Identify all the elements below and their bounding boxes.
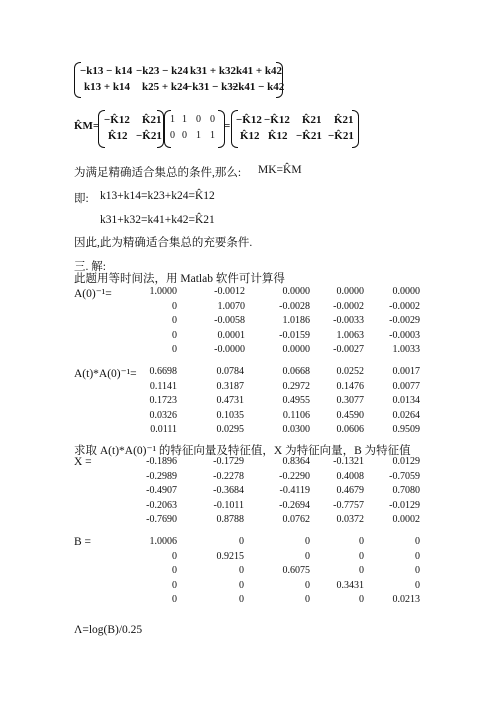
ata0-cell-r4-c3: 0.1106 bbox=[282, 409, 310, 421]
a0-label: A(0)⁻¹= bbox=[74, 288, 112, 300]
a0-cell-r2-c5: -0.0002 bbox=[389, 300, 420, 312]
b-cell-r2-c3: 0 bbox=[305, 550, 310, 562]
m1-r2-c3: −k31 − k32 bbox=[186, 81, 239, 93]
x-cell-r4-c5: -0.0129 bbox=[389, 499, 420, 511]
b-cell-r5-c2: 0 bbox=[239, 594, 244, 605]
x-cell-r2-c2: -0.2278 bbox=[213, 470, 244, 482]
eq2-m2-c14: 0 bbox=[210, 114, 215, 125]
b-cell-r2-c2: 0.9215 bbox=[216, 550, 244, 562]
m1-r1-c3: k31 + k32 bbox=[190, 65, 237, 77]
eq2-m2-c11: 1 bbox=[170, 114, 175, 125]
eq2-m3-c11: −K̂12 bbox=[236, 114, 262, 126]
ata0-cell-r3-c2: 0.4731 bbox=[216, 395, 244, 406]
eq2-m1-c12: K̂21 bbox=[142, 114, 162, 126]
a0-cell-r4-c4: 1.0063 bbox=[336, 329, 364, 341]
m1-r2-c4: −k41 − k42 bbox=[232, 81, 285, 93]
a0-cell-r4-c5: -0.0003 bbox=[389, 329, 420, 341]
b-cell-r5-c5: 0.0213 bbox=[392, 594, 420, 605]
eq2-m2-c24: 1 bbox=[210, 130, 215, 141]
x-cell-r5-c1: -0.7690 bbox=[146, 514, 177, 525]
equation-a: k13+k14=k23+k24=K̂12 bbox=[100, 190, 215, 202]
section-heading: 三. 解: bbox=[74, 261, 106, 273]
ata0-cell-r5-c5: 0.9509 bbox=[392, 424, 420, 435]
b-cell-r3-c4: 0 bbox=[359, 565, 364, 576]
condition-equation: MK=K̂M bbox=[258, 164, 302, 176]
a0-cell-r3-c3: 1.0186 bbox=[282, 315, 310, 326]
eq2-m2-c22: 0 bbox=[182, 130, 187, 141]
ata0-cell-r1-c2: 0.0784 bbox=[216, 366, 244, 377]
b-cell-r2-c5: 0 bbox=[415, 550, 420, 562]
a0-cell-r5-c5: 1.0033 bbox=[392, 344, 420, 355]
eq2-m3-c22: K̂12 bbox=[268, 130, 288, 142]
eq2-m3-c23: −K̂21 bbox=[296, 130, 322, 142]
x-cell-r4-c4: -0.7757 bbox=[333, 499, 364, 511]
b-cell-r1-c2: 0 bbox=[239, 536, 244, 547]
b-cell-r2-c4: 0 bbox=[359, 550, 364, 562]
eq2-m3-c13: K̂21 bbox=[302, 114, 322, 126]
eq2-m3-c21: K̂12 bbox=[240, 130, 260, 142]
b-label: B = bbox=[74, 536, 92, 548]
b-cell-r4-c1: 0 bbox=[172, 579, 177, 591]
ata0-cell-r2-c1: 0.1141 bbox=[149, 380, 177, 392]
ata0-cell-r1-c5: 0.0017 bbox=[392, 366, 420, 377]
x-cell-r3-c4: 0.4679 bbox=[336, 485, 364, 496]
x-cell-r4-c1: -0.2063 bbox=[146, 499, 177, 511]
condition-text: 为满足精确适合集总的条件,那么: bbox=[74, 167, 242, 179]
m1-r1-c2: −k23 − k24 bbox=[136, 65, 189, 77]
b-cell-r2-c1: 0 bbox=[172, 550, 177, 562]
ata0-cell-r2-c4: 0.1476 bbox=[336, 380, 364, 392]
ata0-label: A(t)*A(0)⁻¹= bbox=[74, 368, 137, 380]
a0-cell-r5-c2: -0.0000 bbox=[214, 344, 245, 355]
ata0-cell-r4-c4: 0.4590 bbox=[336, 409, 364, 421]
b-cell-r1-c3: 0 bbox=[305, 536, 310, 547]
eq2-m2-c21: 0 bbox=[170, 130, 175, 141]
b-cell-r4-c3: 0 bbox=[305, 579, 310, 591]
b-cell-r1-c4: 0 bbox=[359, 536, 364, 547]
b-cell-r1-c1: 1.0006 bbox=[149, 536, 177, 547]
x-cell-r5-c4: 0.0372 bbox=[336, 514, 364, 525]
b-cell-r3-c2: 0 bbox=[239, 565, 244, 576]
eq2-m3-c14: K̂21 bbox=[334, 114, 354, 126]
a0-cell-r3-c1: 0 bbox=[172, 315, 177, 326]
eq2-lhs: K̂M= bbox=[74, 120, 100, 132]
x-cell-r5-c2: 0.8788 bbox=[216, 514, 244, 525]
ata0-cell-r5-c1: 0.0111 bbox=[150, 424, 177, 435]
eq2-m1-c11: −K̂12 bbox=[104, 114, 130, 126]
eq2-m3-c12: −K̂12 bbox=[264, 114, 290, 126]
b-cell-r3-c1: 0 bbox=[172, 565, 177, 576]
intro-text: 此题用等时间法，用 Matlab 软件可计算得 bbox=[74, 273, 285, 285]
eq2-m3-right-bracket bbox=[352, 110, 359, 148]
eq2-m2-c23: 1 bbox=[196, 130, 201, 141]
a0-cell-r2-c3: -0.0028 bbox=[279, 300, 310, 312]
ji-label: 即: bbox=[74, 193, 89, 205]
m1-r1-c1: −k13 − k14 bbox=[80, 65, 133, 77]
b-cell-r5-c3: 0 bbox=[305, 594, 310, 605]
conclusion-text: 因此,此为精确适合集总的充要条件. bbox=[74, 237, 253, 249]
ata0-cell-r5-c3: 0.0300 bbox=[282, 424, 310, 435]
a0-cell-r1-c4: 0.0000 bbox=[336, 286, 364, 297]
m1-r2-c2: k25 + k24 bbox=[142, 81, 189, 93]
x-cell-r3-c1: -0.4907 bbox=[146, 485, 177, 496]
eq2-m3-c24: −K̂21 bbox=[328, 130, 354, 142]
x-cell-r5-c5: 0.0002 bbox=[392, 514, 420, 525]
ata0-cell-r2-c2: 0.3187 bbox=[216, 380, 244, 392]
m1-r2-c1: k13 + k14 bbox=[84, 81, 131, 93]
b-cell-r5-c4: 0 bbox=[359, 594, 364, 605]
eq2-m1-c22: −K̂21 bbox=[136, 130, 162, 142]
eq2-m2-c13: 0 bbox=[196, 114, 201, 125]
a0-cell-r4-c2: 0.0001 bbox=[217, 329, 245, 341]
a0-cell-r1-c5: 0.0000 bbox=[392, 286, 420, 297]
x-cell-r2-c5: -0.7059 bbox=[389, 470, 420, 482]
eq2-m1-c21: K̂12 bbox=[108, 130, 128, 142]
b-cell-r5-c1: 0 bbox=[172, 594, 177, 605]
a0-cell-r3-c4: -0.0033 bbox=[333, 315, 364, 326]
x-cell-r1-c3: 0.8364 bbox=[282, 456, 310, 467]
ata0-cell-r4-c2: 0.1035 bbox=[216, 409, 244, 421]
eq2-m2-c12: 1 bbox=[182, 114, 187, 125]
ata0-cell-r3-c4: 0.3077 bbox=[336, 395, 364, 406]
x-cell-r4-c3: -0.2694 bbox=[279, 499, 310, 511]
ata0-cell-r5-c4: 0.0606 bbox=[336, 424, 364, 435]
a0-cell-r3-c2: -0.0058 bbox=[214, 315, 245, 326]
eq2-m1-right-bracket bbox=[157, 110, 164, 148]
x-label: X = bbox=[74, 456, 92, 468]
a0-cell-r2-c2: 1.0070 bbox=[217, 300, 245, 312]
ata0-cell-r2-c5: 0.0077 bbox=[392, 380, 420, 392]
x-cell-r2-c3: -0.2290 bbox=[279, 470, 310, 482]
ata0-cell-r1-c1: 0.6698 bbox=[149, 366, 177, 377]
x-cell-r3-c2: -0.3684 bbox=[213, 485, 244, 496]
a0-cell-r5-c3: 0.0000 bbox=[282, 344, 310, 355]
b-cell-r3-c3: 0.6075 bbox=[282, 565, 310, 576]
b-cell-r4-c2: 0 bbox=[239, 579, 244, 591]
x-cell-r3-c3: -0.4119 bbox=[279, 485, 310, 496]
eq2-equals: = bbox=[224, 120, 231, 132]
x-cell-r1-c1: -0.1896 bbox=[146, 456, 177, 467]
x-cell-r4-c2: -0.1011 bbox=[213, 499, 244, 511]
b-cell-r4-c5: 0 bbox=[415, 579, 420, 591]
ata0-cell-r3-c1: 0.1723 bbox=[149, 395, 177, 406]
a0-cell-r5-c1: 0 bbox=[172, 344, 177, 355]
ata0-cell-r4-c5: 0.0264 bbox=[392, 409, 420, 421]
lambda-formula: Λ=log(B)/0.25 bbox=[74, 624, 143, 636]
a0-cell-r5-c4: -0.0027 bbox=[333, 344, 364, 355]
a0-cell-r1-c3: 0.0000 bbox=[282, 286, 310, 297]
ata0-cell-r4-c1: 0.0326 bbox=[149, 409, 177, 421]
b-cell-r3-c5: 0 bbox=[415, 565, 420, 576]
ata0-cell-r1-c4: 0.0252 bbox=[336, 366, 364, 377]
eigen-text: 求取 A(t)*A(0)⁻¹ 的特征向量及特征值，X 为特征向量，B 为特征值 bbox=[74, 445, 411, 457]
x-cell-r2-c1: -0.2989 bbox=[146, 470, 177, 482]
a0-cell-r2-c4: -0.0002 bbox=[333, 300, 364, 312]
ata0-cell-r3-c5: 0.0134 bbox=[392, 395, 420, 406]
ata0-cell-r1-c3: 0.0668 bbox=[282, 366, 310, 377]
a0-cell-r4-c3: -0.0159 bbox=[279, 329, 310, 341]
ata0-cell-r2-c3: 0.2972 bbox=[282, 380, 310, 392]
ata0-cell-r3-c3: 0.4955 bbox=[282, 395, 310, 406]
a0-cell-r1-c2: -0.0012 bbox=[214, 286, 245, 297]
x-cell-r1-c5: 0.0129 bbox=[392, 456, 420, 467]
x-cell-r2-c4: 0.4008 bbox=[336, 470, 364, 482]
equation-b: k31+k32=k41+k42=K̂21 bbox=[100, 214, 215, 226]
ata0-cell-r5-c2: 0.0295 bbox=[216, 424, 244, 435]
x-cell-r3-c5: 0.7080 bbox=[392, 485, 420, 496]
b-cell-r4-c4: 0.3431 bbox=[336, 579, 364, 591]
a0-cell-r2-c1: 0 bbox=[172, 300, 177, 312]
x-cell-r1-c4: -0.1321 bbox=[333, 456, 364, 467]
a0-cell-r3-c5: -0.0029 bbox=[389, 315, 420, 326]
a0-cell-r1-c1: 1.0000 bbox=[149, 286, 177, 297]
a0-cell-r4-c1: 0 bbox=[172, 329, 177, 341]
x-cell-r5-c3: 0.0762 bbox=[282, 514, 310, 525]
m1-r1-c4: k41 + k42 bbox=[236, 65, 283, 77]
b-cell-r1-c5: 0 bbox=[415, 536, 420, 547]
x-cell-r1-c2: -0.1729 bbox=[213, 456, 244, 467]
